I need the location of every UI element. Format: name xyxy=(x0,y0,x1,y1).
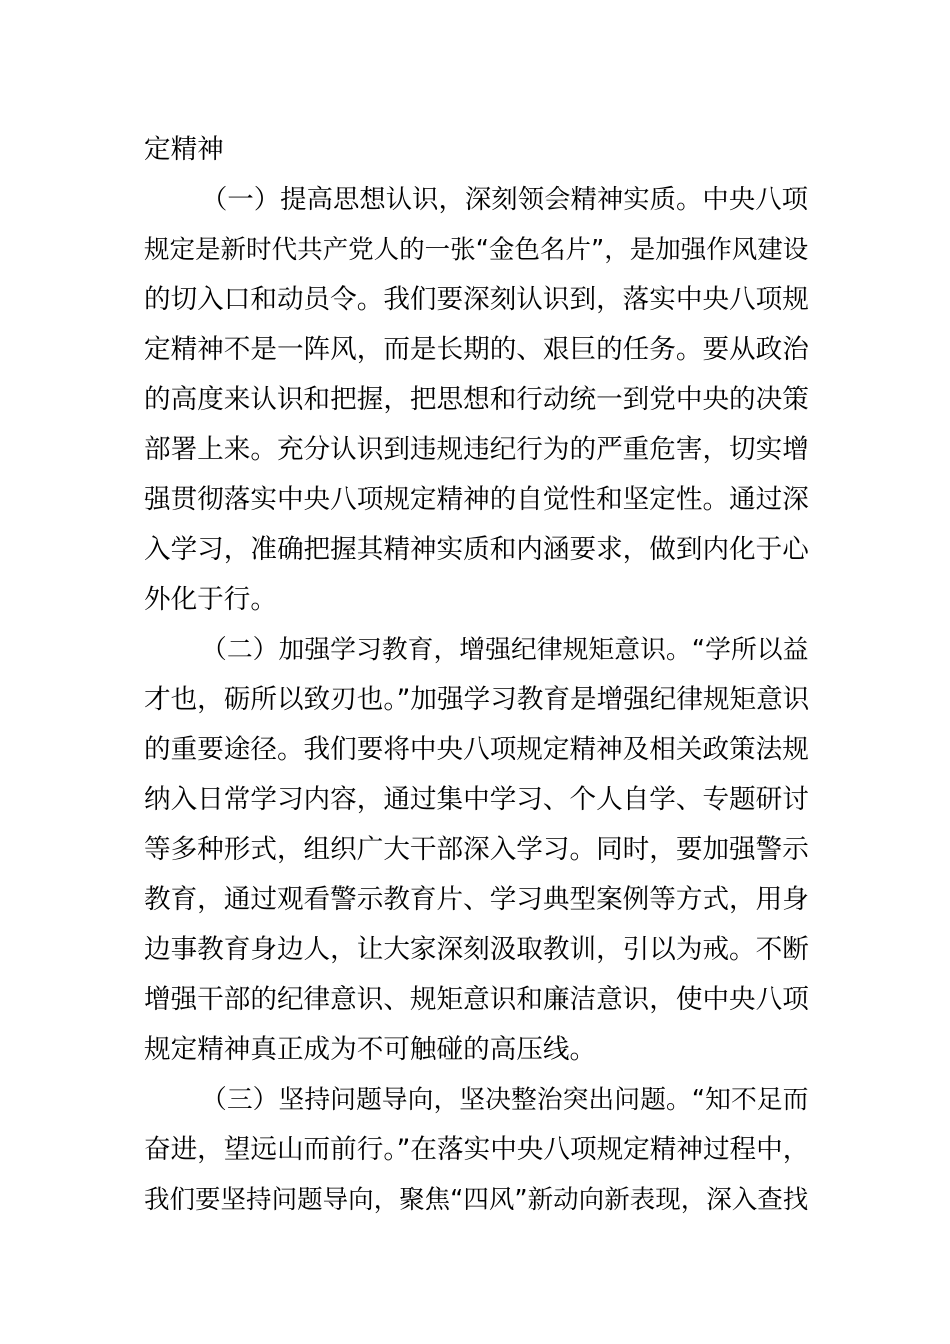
text-line: 的高度来认识和把握，把思想和行动统一到党中央的决策 xyxy=(144,384,809,415)
text-line: 教育，通过观看警示教育片、学习典型案例等方式，用身 xyxy=(144,884,809,915)
text-line: 边事教育身边人，让大家深刻汲取教训，引以为戒。不断 xyxy=(144,934,809,965)
text-line: 纳入日常学习内容，通过集中学习、个人自学、专题研讨 xyxy=(144,784,809,815)
text-line: 入学习，准确把握其精神实质和内涵要求，做到内化于心 xyxy=(144,534,809,565)
text-line: 奋进，望远山而前行。”在落实中央八项规定精神过程中， xyxy=(144,1134,810,1165)
text-line: 的切入口和动员令。我们要深刻认识到，落实中央八项规 xyxy=(144,284,809,315)
paragraph-heading-2: （二）加强学习教育，增强纪律规矩意识。“学所以益 xyxy=(201,635,809,665)
text-line: 我们要坚持问题导向，聚焦“四风”新动向新表现，深入查找 xyxy=(144,1185,809,1215)
text-line: 才也，砺所以致刃也。”加强学习教育是增强纪律规矩意识 xyxy=(144,684,810,715)
text-line: 外化于行。 xyxy=(144,584,277,615)
document-body xyxy=(144,125,808,1225)
paragraph-heading-1: （一）提高思想认识，深刻领会精神实质。中央八项 xyxy=(201,185,808,215)
text-line: 增强干部的纪律意识、规矩意识和廉洁意识，使中央八项 xyxy=(144,984,809,1015)
text-line: 定精神不是一阵风，而是长期的、艰巨的任务。要从政治 xyxy=(144,334,809,365)
text-line: 部署上来。充分认识到违规违纪行为的严重危害，切实增 xyxy=(144,434,809,465)
text-line: 的重要途径。我们要将中央八项规定精神及相关政策法规 xyxy=(144,734,809,765)
text-line: 规定是新时代共产党人的一张“金色名片”，是加强作风建设 xyxy=(144,235,809,265)
text-line: 规定精神真正成为不可触碰的高压线。 xyxy=(144,1034,597,1065)
text-line: 等多种形式，组织广大干部深入学习。同时，要加强警示 xyxy=(144,834,809,865)
paragraph-heading-3: （三）坚持问题导向，坚决整治突出问题。“知不足而 xyxy=(201,1085,809,1115)
text-line: 强贯彻落实中央八项规定精神的自觉性和坚定性。通过深 xyxy=(144,484,809,515)
text-line: 定精神 xyxy=(144,134,224,165)
